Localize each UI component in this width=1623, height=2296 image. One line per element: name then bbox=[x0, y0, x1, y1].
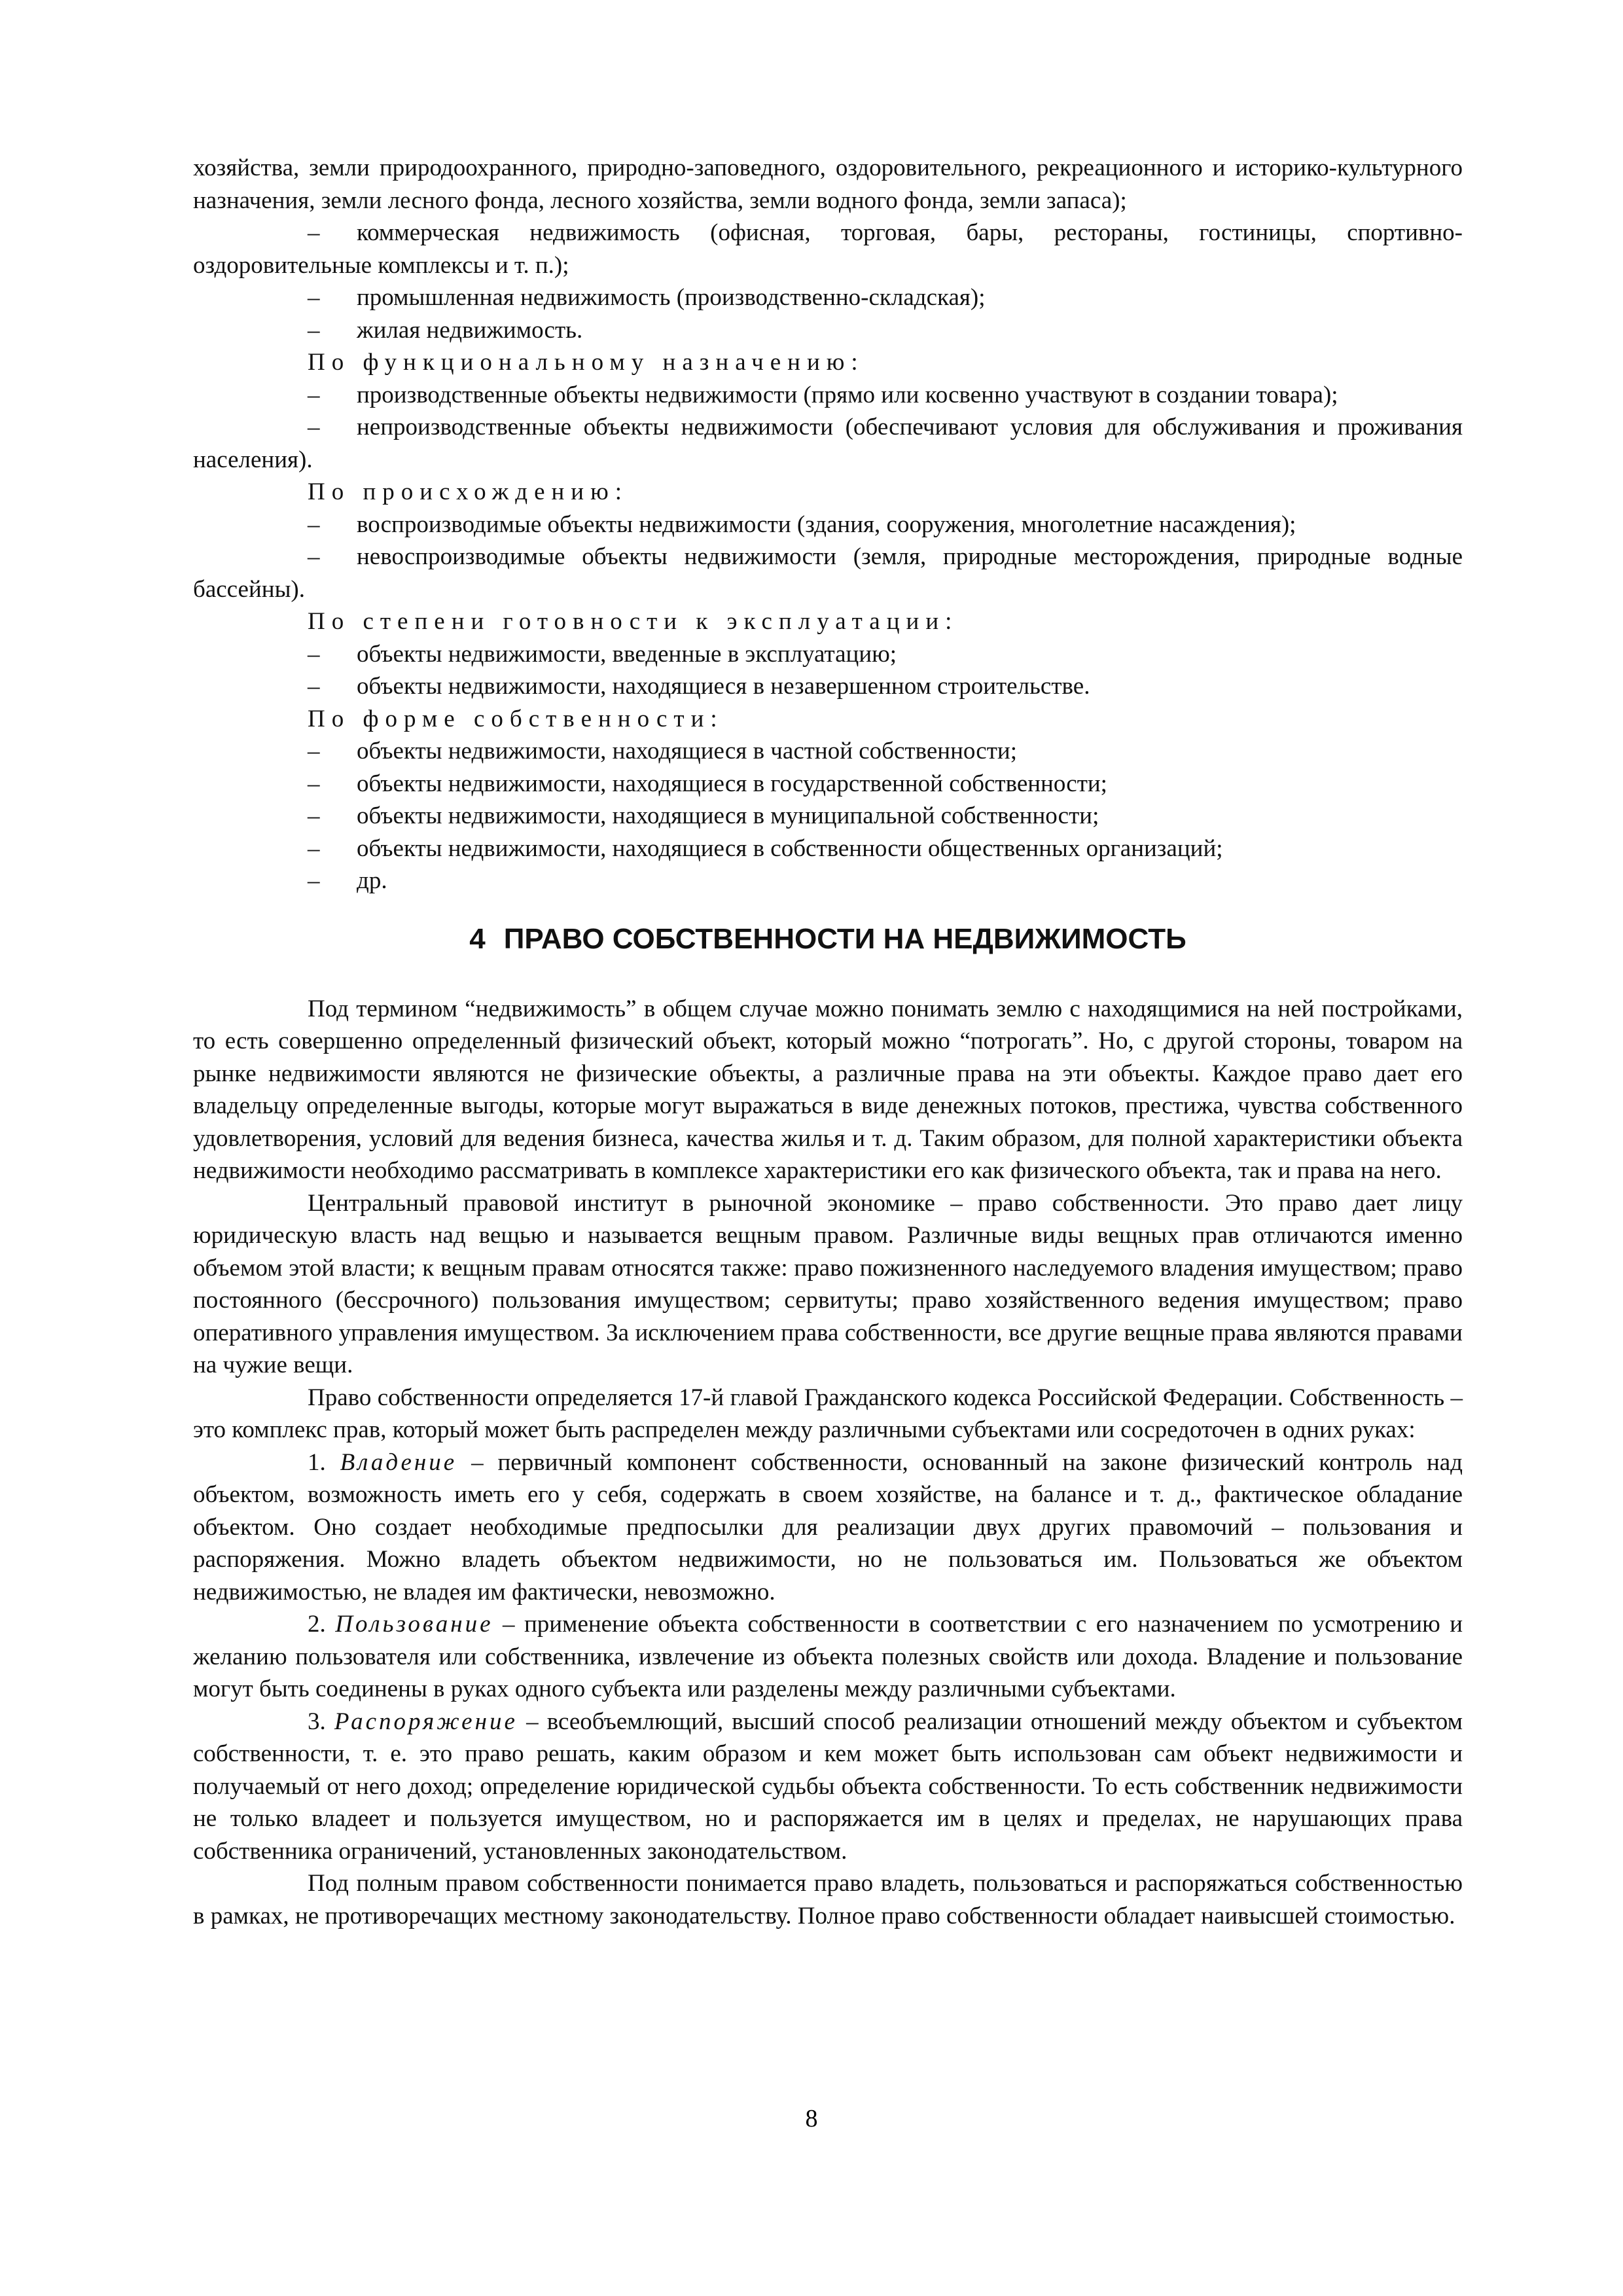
group-title: По происхождению: bbox=[308, 478, 629, 505]
item-number: 1. bbox=[308, 1448, 326, 1476]
list-item: – невоспроизводимые объекты недвижимости (земля, природные месторождения, природные водные бассейны). bbox=[193, 541, 1463, 605]
section-title: ПРАВО СОБСТВЕННОСТИ НА НЕДВИЖИМОСТЬ bbox=[503, 922, 1186, 955]
dash-bullet: – bbox=[308, 316, 320, 344]
dash-bullet: – bbox=[308, 770, 320, 797]
numbered-item bbox=[193, 1446, 1463, 1609]
item-number: 2. bbox=[308, 1611, 326, 1638]
dash-bullet: – bbox=[308, 640, 320, 668]
list-item: – жилая недвижимость. bbox=[193, 314, 1463, 347]
dash-bullet: – bbox=[308, 219, 320, 246]
body-paragraph: Право собственности определяется 17-й главой Гражданского кодекса Российской Федерации. Собственность – это комплекс прав, который может быть распределен между различными субъектами или сосредоточен в одних руках: bbox=[193, 1384, 1463, 1443]
dash-bullet: – bbox=[308, 543, 320, 570]
dash-bullet: – bbox=[308, 673, 320, 700]
dash-bullet: – bbox=[308, 414, 320, 440]
list-item: – непроизводственные объекты недвижимости (обеспечивают условия для обслуживания и проживания населения). bbox=[193, 411, 1463, 476]
body-paragraph: Под полным правом собственности понимается право владеть, пользоваться и распоряжаться собственностью в рамках, не противоречащих местному законодательству. Полное право собственности обладает наивысшей стоимостью. bbox=[193, 1870, 1463, 1929]
dash-bullet: – bbox=[308, 834, 320, 862]
list-item: – коммерческая недвижимость (офисная, торговая, бары, рестораны, гостиницы, спортивно-оздоровительные комплексы и т. п.); bbox=[193, 217, 1463, 281]
section-heading bbox=[193, 920, 1463, 959]
numbered-item bbox=[193, 1706, 1463, 1868]
dash-bullet: – bbox=[308, 802, 320, 829]
dash-bullet: – bbox=[308, 284, 320, 311]
list-item: – объекты недвижимости, находящиеся в незавершенном строительстве. bbox=[193, 670, 1463, 703]
group-title: По степени готовности к эксплуатации: bbox=[308, 608, 959, 635]
group-title: По функциональному назначению: bbox=[308, 349, 865, 376]
body-paragraph: Центральный правовой институт в рыночной экономике – право собственности. Это право дает лицу юридическую власть над вещью и называется вещным правом. Различные виды вещных прав отличаются именно объемом этой власти; к вещным правам относятся также: право пожизненного наследуемого владения имуществом; право постоянного (бессрочного) пользования имуществом; сервитуты; право хозяйственного ведения имуществом; право оперативного управления имуществом. За исключением права собственности, все другие вещные права являются правами на чужие вещи. bbox=[193, 1189, 1463, 1378]
dash-bullet: – bbox=[308, 511, 320, 538]
numbered-item bbox=[193, 1608, 1463, 1706]
document-page bbox=[193, 152, 1463, 1932]
list-item: – др. bbox=[193, 865, 1463, 897]
item-term: Пользование bbox=[335, 1611, 493, 1638]
list-item: – производственные объекты недвижимости (прямо или косвенно участвуют в создании товара); bbox=[193, 379, 1463, 412]
body-paragraph: Под термином “недвижимость” в общем случае можно понимать землю с находящимися на ней постройками, то есть совершенно определенный физический объект, который можно “потрогать”. Но, с другой стороны, товаром на рынке недвижимости являются не физические объекты, а различные права на эти объекты. Каждое право дает его владельцу определенные выгоды, которые могут выражаться в виде денежных потоков, престижа, чувства собственного удовлетворения, условий для ведения бизнеса, качества жилья и т. д. Таким образом, для полной характеристики объекта недвижимости необходимо рассматривать в комплексе характеристики его как физического объекта, так и права на него. bbox=[193, 995, 1463, 1184]
item-text: – применение объекта собственности в соответствии с его назначением по усмотрению и желанию пользователя или собственника, извлечение из объекта полезных свойств или дохода. Владение и пользование могут быть соединены в руках одного субъекта или разделены между различными субъектами. bbox=[193, 1611, 1463, 1702]
list-item: – объекты недвижимости, находящиеся в государственной собственности; bbox=[193, 768, 1463, 800]
item-text: – первичный компонент собственности, основанный на законе физический контроль над объектом, возможность иметь его у себя, содержать в своем хозяйстве, на балансе и т. д., фактическое обладание объектом. Оно создает необходимые предпосылки для реализации двух других правомочий – пользования и распоряжения. Можно владеть объектом недвижимости, но не пользоваться им. Пользоваться же объектом недвижимостью, не владея им фактически, невозможно. bbox=[193, 1448, 1463, 1605]
item-number: 3. bbox=[308, 1708, 326, 1735]
list-item: – промышленная недвижимость (производственно-складская); bbox=[193, 281, 1463, 314]
dash-bullet: – bbox=[308, 381, 320, 408]
list-item: – воспроизводимые объекты недвижимости (здания, сооружения, многолетние насаждения); bbox=[193, 509, 1463, 541]
item-term: Распоряжение bbox=[334, 1708, 518, 1735]
list-item: – объекты недвижимости, находящиеся в муниципальной собственности; bbox=[193, 800, 1463, 833]
section-number: 4 bbox=[469, 922, 486, 955]
list-item: – объекты недвижимости, введенные в эксплуатацию; bbox=[193, 638, 1463, 671]
list-item: – объекты недвижимости, находящиеся в частной собственности; bbox=[193, 735, 1463, 768]
item-text: – всеобъемлющий, высший способ реализации отношений между объектом и субъектом собственности, т. е. это право решать, каким образом и кем может быть использован сам объект недвижимости и получаемый от него доход; определение юридической судьбы объекта собственности. То есть собственник недвижимости не только владеет и пользуется имуществом, но и распоряжается им в целях и пределах, не нарушающих права собственника ограничений, установленных законодательством. bbox=[193, 1708, 1463, 1865]
dash-bullet: – bbox=[308, 738, 320, 764]
dash-bullet: – bbox=[308, 867, 320, 894]
continuation-text: хозяйства, земли природоохранного, природно-заповедного, оздоровительного, рекреационного и историко-культурного назначения, земли лесного фонда, лесного хозяйства, земли водного фонда, земли запаса); bbox=[193, 154, 1463, 214]
group-title: По форме собственности: bbox=[308, 705, 724, 732]
item-term: Владение bbox=[340, 1448, 457, 1476]
page-number: 8 bbox=[805, 2105, 818, 2132]
list-item: – объекты недвижимости, находящиеся в собственности общественных организаций; bbox=[193, 833, 1463, 865]
